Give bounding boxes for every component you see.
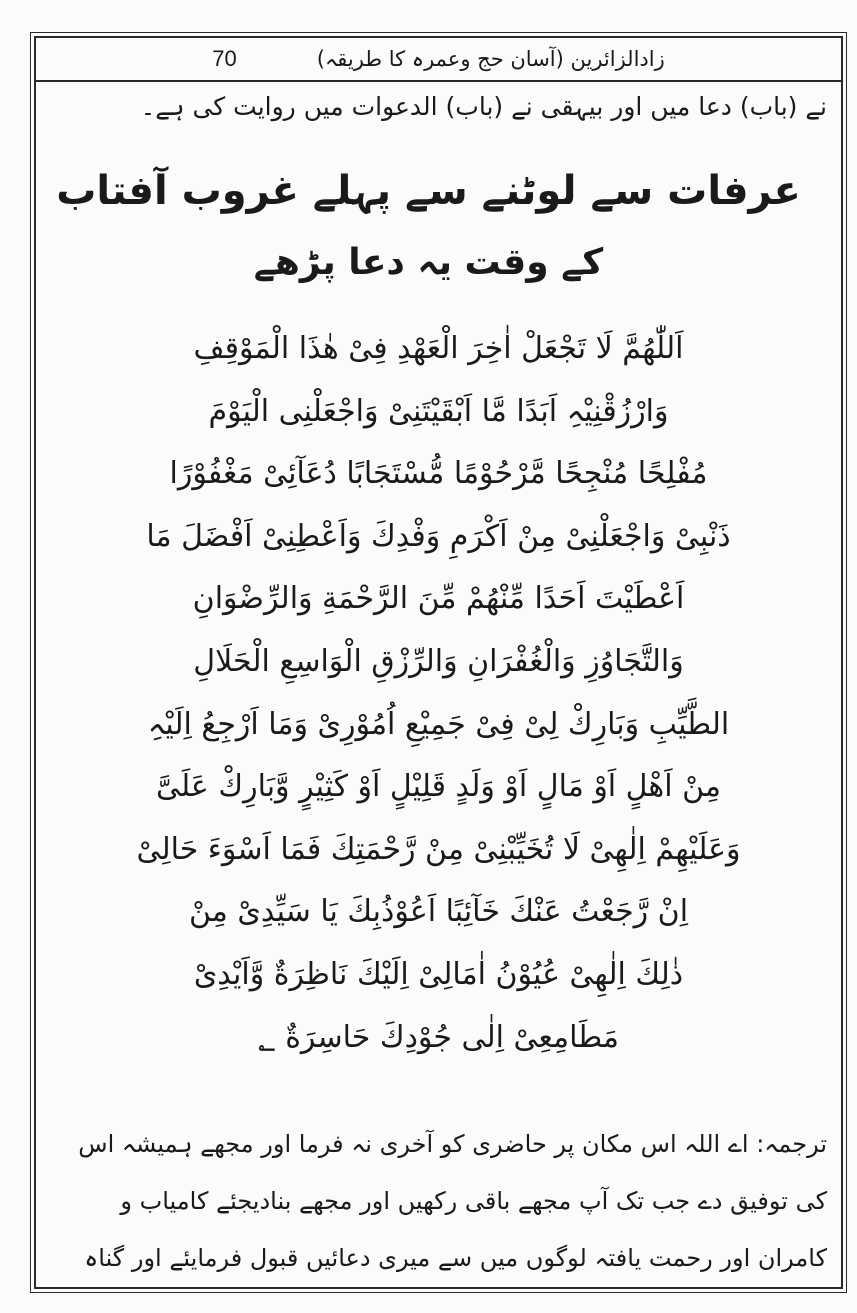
dua-line: وَالتَّجَاوُزِ وَالْغُفْرَانِ وَالرِّزْقِ الْوَاسِعِ الْحَلَالِ (193, 643, 684, 679)
section-heading-line-2: کے وقت یہ دعا پڑھے (253, 242, 604, 283)
intro-line: نے (باب) دعا میں اور بیہقی نے (باب) الدعوات میں روایت کی ہے۔ (140, 92, 827, 121)
translation-line: کی توفیق دے جب تک آپ مجھے باقی رکھیں اور مجھے بنادیجئے کامیاب و (120, 1187, 827, 1215)
running-header (36, 38, 841, 82)
dua-line: اَللّٰھُمَّ لَا تَجْعَلْ اٰخِرَ الْعَھْدِ فِیْ ھٰذَا الْمَوْقِفِ (193, 331, 684, 366)
translation-line: کامران اور رحمت یافتہ لوگوں میں سے میری دعائیں قبول فرمایئے اور گناہ (84, 1244, 827, 1272)
dua-line: مِنْ اَھْلٍ اَوْ مَالٍ اَوْ وَلَدٍ قَلِیْلٍ اَوْ كَثِیْرٍ وَّبَارِكْ عَلَیَّ (155, 769, 721, 805)
book-title: زادالزائرین (آسان حج وعمرہ کا طریقہ) (316, 47, 665, 71)
dua-line: ذَنْبِیْ وَاجْعَلْنِیْ مِنْ اَکْرَمِ وَفْدِكَ وَاَعْطِنِیْ اَفْضَلَ مَا (146, 518, 731, 554)
page-number: 70 (212, 46, 237, 71)
dua-line: اِنْ رَّجَعْتُ عَنْكَ خَآئِبًا اَعُوْذُبِكَ یَا سَیِّدِیْ مِنْ (188, 894, 689, 930)
dua-line: مُفْلِحًا مُنْجِحًا مَّرْحُوْمًا مُّسْتَجَابًا دُعَآئِیْ مَغْفُوْرًا (169, 456, 708, 492)
section-heading-line-1: عرفات سے لوٹنے سے پہلے غروب آفتاب (56, 168, 801, 214)
dua-line: مَطَامِعِیْ اِلٰی جُوْدِكَ حَاسِرَةٌ ؂ (258, 1019, 619, 1055)
translation-line: ترجمہ: اے اللہ اس مکان پر حاضری کو آخری نہ فرما اور مجھے ہمیشہ اس (78, 1130, 827, 1158)
dua-text (60, 318, 817, 1069)
dua-line: وَارْزُقْنِیْہِ اَبَدًا مَّا اَبْقَیْتَنِیْ وَاجْعَلْنِی الْیَوْمَ (208, 393, 669, 429)
dua-line: وَعَلَیْھِمْ اِلٰھِیْ لَا تُخَیِّبْنِیْ مِنْ رَّحْمَتِكَ فَمَا اَسْوَءَ حَالِیْ (136, 831, 741, 867)
dua-line: ذٰلِكَ اِلٰھِیْ عُیُوْنُ اٰمَالِیْ اِلَیْكَ نَاظِرَةٌ وَّاَیْدِیْ (193, 956, 684, 992)
dua-line: الطَّیِّبِ وَبَارِكْ لِیْ فِیْ جَمِیْعِ اُمُوْرِیْ وَمَا اَرْجِعُ اِلَیْہِ (147, 706, 730, 742)
dua-line: اَعْطَیْتَ اَحَدًا مِّنْھُمْ مِّنَ الرَّحْمَةِ وَالرِّضْوَانِ (192, 581, 685, 617)
translation (48, 1116, 827, 1287)
